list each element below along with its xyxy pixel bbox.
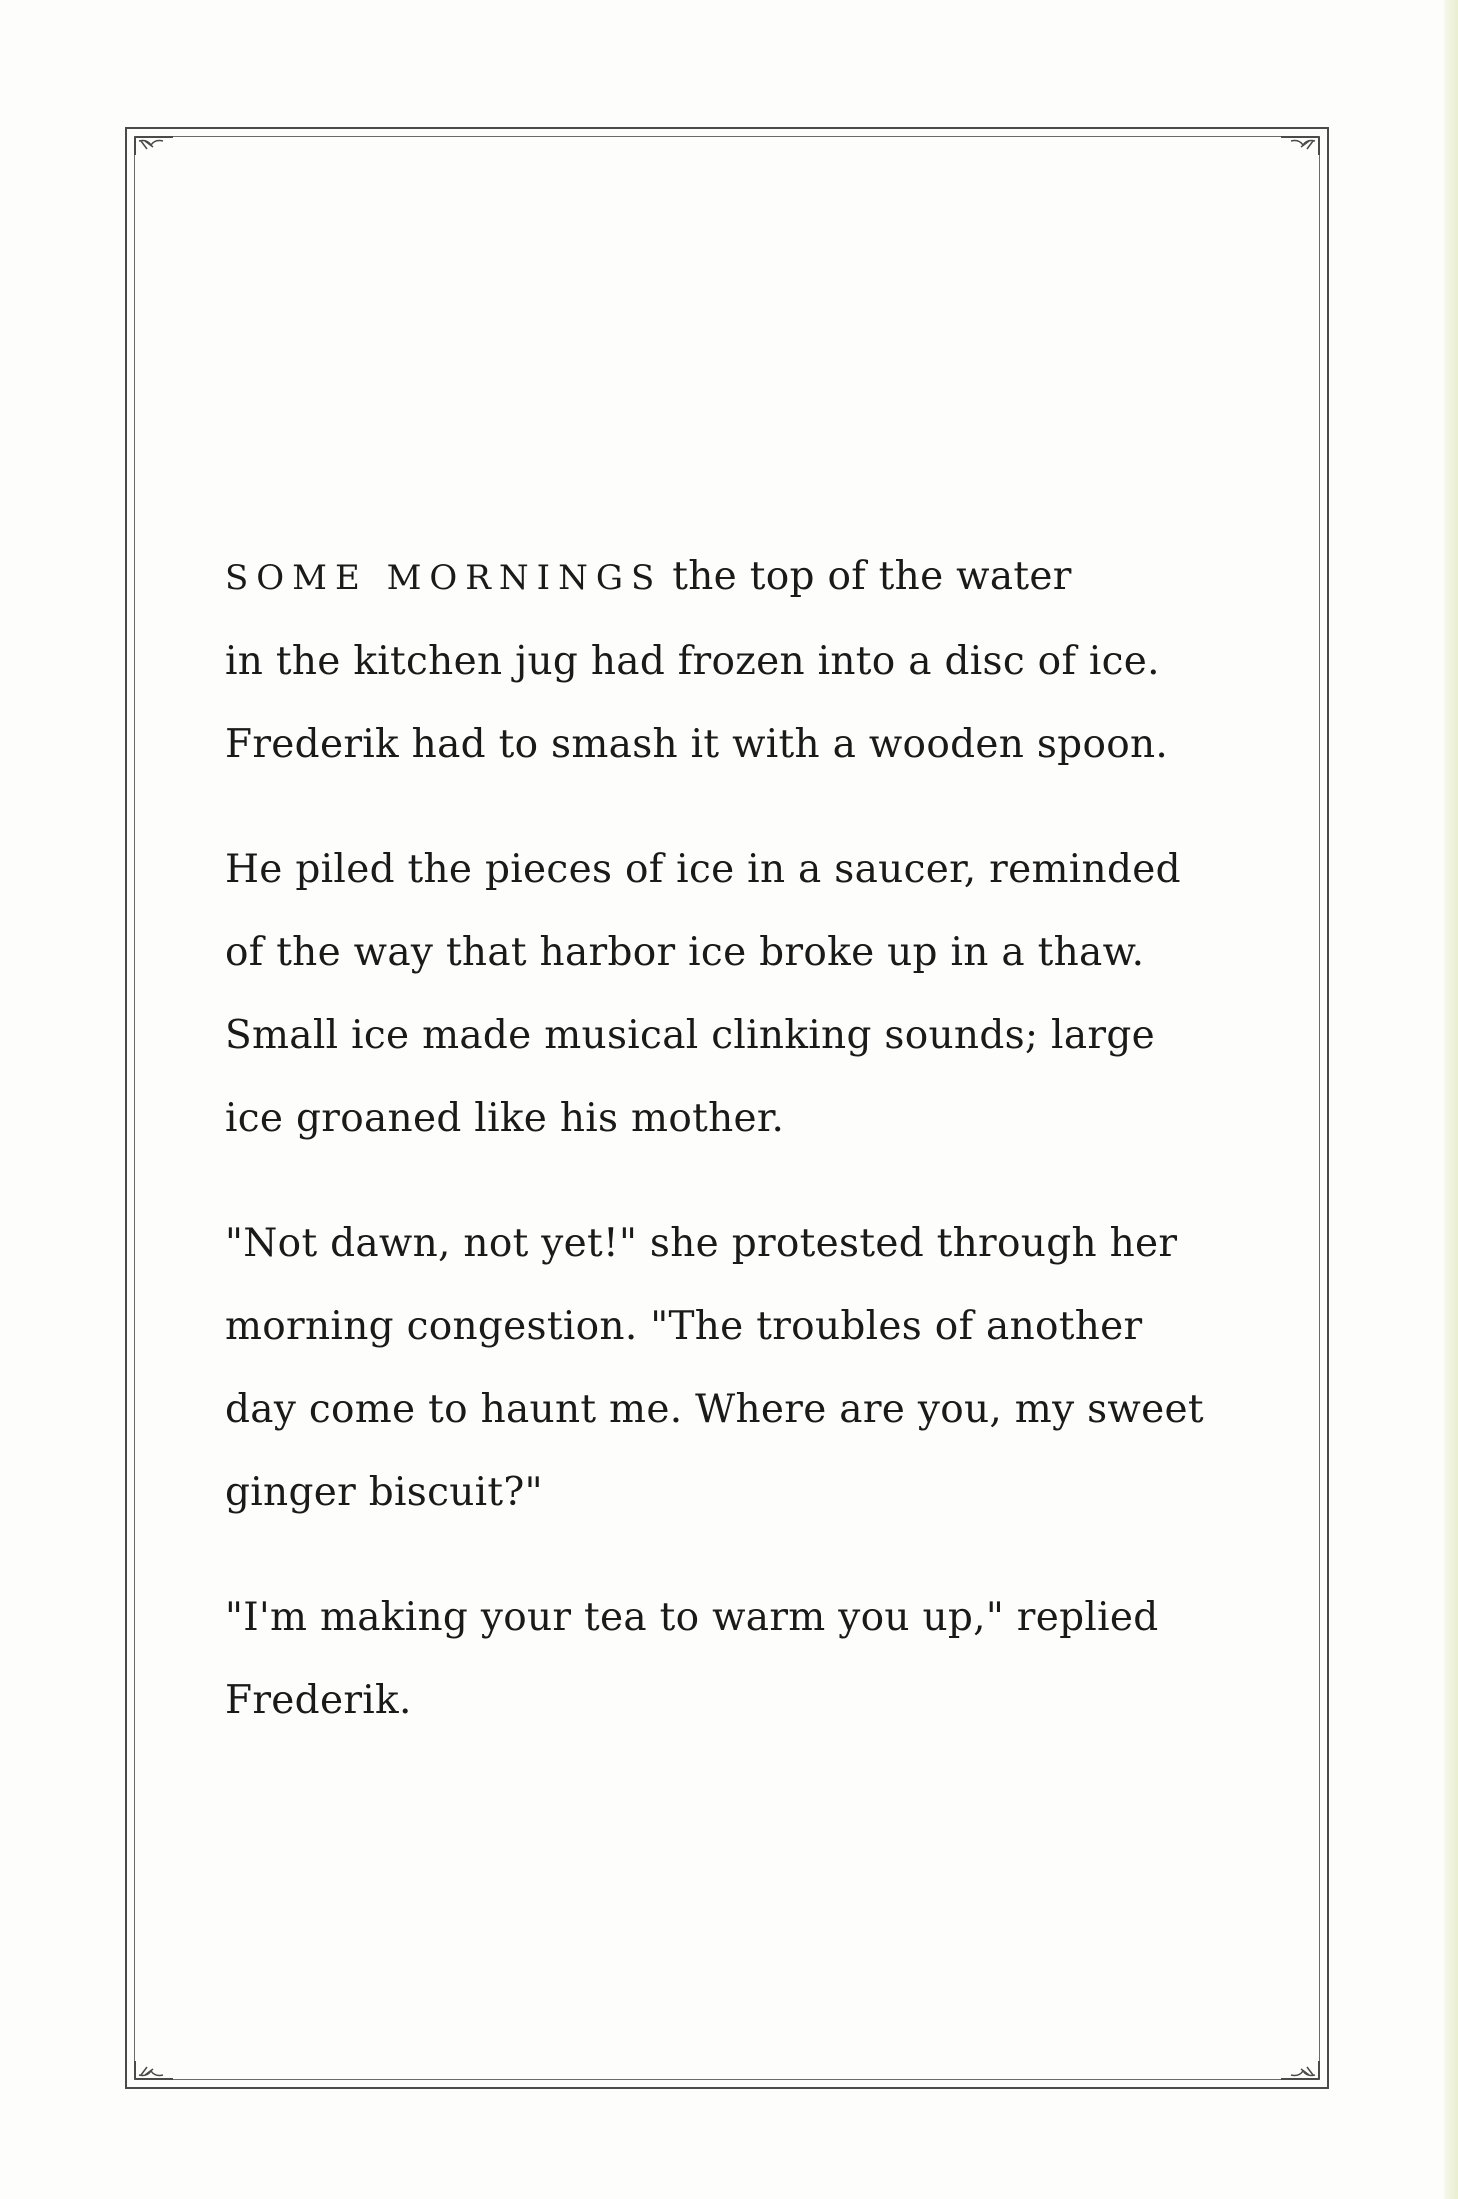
- paragraph-1: [225, 535, 1185, 786]
- text-line: "I'm making your tea to warm you up," replied: [225, 1595, 1159, 1640]
- text-line: Frederik had to smash it with a wooden spoon.: [225, 722, 1169, 767]
- opening-small-caps: SOME MORNINGS: [225, 558, 663, 598]
- text-line: in the kitchen jug had frozen into a disc of ice.: [225, 639, 1160, 684]
- text-line-content: the top of the water: [672, 554, 1072, 599]
- page-edge-tint: [1444, 0, 1458, 2199]
- floral-corner-icon: [133, 135, 181, 159]
- floral-corner-icon: [133, 2057, 181, 2081]
- text-line: ginger biscuit?": [225, 1470, 543, 1515]
- paragraph-4: [225, 1576, 1185, 1742]
- text-line: of the way that harbor ice broke up in a thaw.: [225, 930, 1145, 975]
- text-line: ice groaned like his mother.: [225, 1096, 785, 1141]
- text-line: "Not dawn, not yet!" she protested through her: [225, 1221, 1178, 1266]
- text-line: Frederik.: [225, 1678, 412, 1723]
- paragraph-2: [225, 828, 1185, 1160]
- floral-corner-icon: [1273, 135, 1321, 159]
- paragraph-3: [225, 1202, 1204, 1534]
- floral-corner-icon: [1273, 2057, 1321, 2081]
- text-line: [225, 535, 1185, 620]
- text-line: Small ice made musical clinking sounds; large: [225, 1013, 1155, 1058]
- text-line: morning congestion. "The troubles of another: [225, 1304, 1143, 1349]
- page-text: [225, 535, 1204, 1784]
- text-line: He piled the pieces of ice in a saucer, reminded: [225, 847, 1181, 892]
- text-line: day come to haunt me. Where are you, my sweet: [225, 1387, 1204, 1432]
